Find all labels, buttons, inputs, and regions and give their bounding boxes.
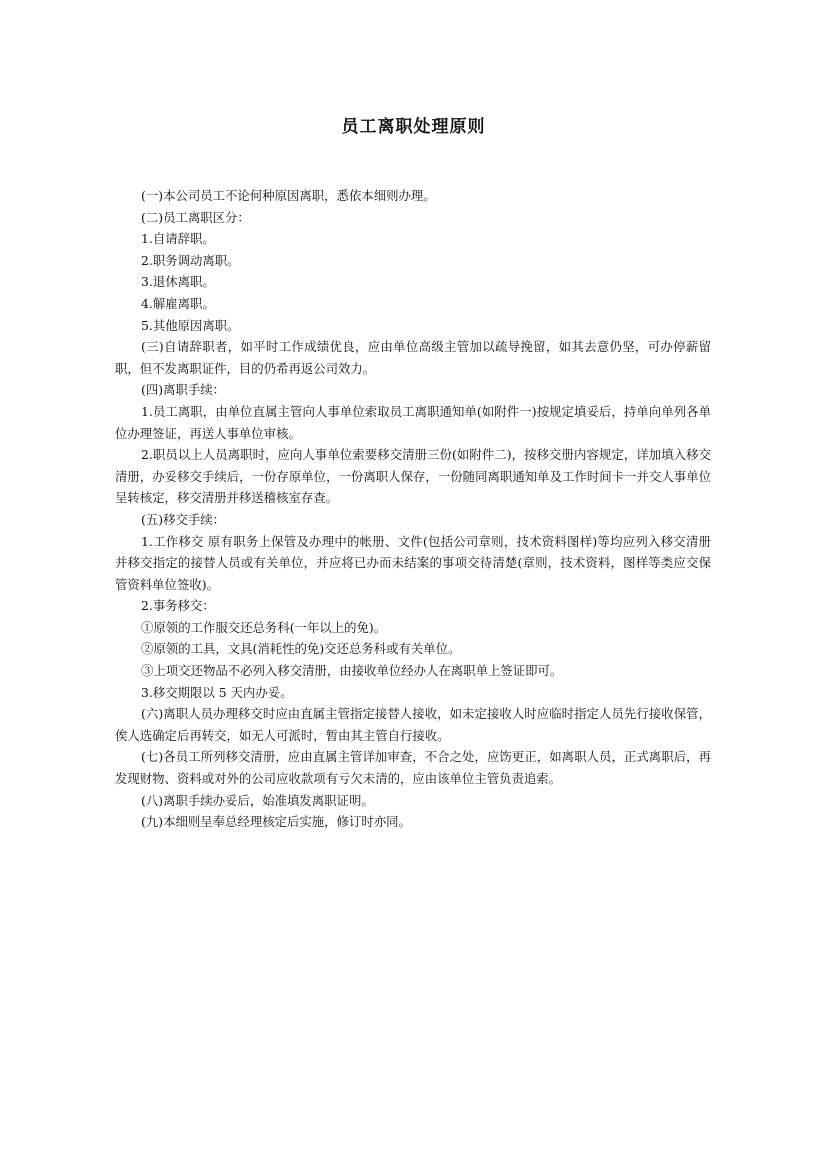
- paragraph-2-categories: (二)员工离职区分：: [141, 209, 250, 225]
- list-item-other: 5.其他原因离职。: [141, 317, 240, 333]
- paragraph-1-scope: (一)本公司员工不论何种原因离职，悉依本细则办理。: [141, 188, 436, 203]
- list-item-retirement: 3.退休离职。: [141, 274, 215, 290]
- handover-item-1: 1.工作移交 原有职务上保管及办理中的帐册、文件(包括公司章则，技术资料图样)等均应列入移交清册并移交指定的接替人员或有关单位，并应将已办而未结案的事项交待清楚(章则，技术资料，图样等类应交保管资料单位签收)。: [115, 533, 711, 592]
- document-title: 员工离职处理原则: [341, 117, 486, 137]
- paragraph-4-procedure: (四)离职手续：: [141, 382, 226, 398]
- paragraph-6-receiver: (六)离职人员办理移交时应由直属主管指定接替人接收，如未定接收人时应临时指定人员先行接收保管，俟人选确定后再转交，如无人可派时，暂由其主管自行接收。: [115, 706, 711, 743]
- handover-subitem-1: ①原领的工作服交还总务科(一年以上的免)。: [141, 619, 387, 635]
- handover-subitem-2: ②原领的工具，文具(消耗性的免)交还总务科或有关单位。: [141, 641, 461, 657]
- handover-subitem-3: ③上项交还物品不必列入移交清册，由接收单位经办人在离职单上签证即可。: [141, 663, 563, 679]
- list-item-transfer: 2.职务调动离职。: [141, 252, 240, 268]
- list-item-dismissal: 4.解雇离职。: [141, 295, 215, 311]
- procedure-item-2: 2.职员以上人员离职时，应向人事单位索要移交清册三份(如附件二)，按移交册内容规定，详加填入移交清册，办妥移交手续后，一份存原单位，一份离职人保存，一份随同离职通知单及工作时间卡一并交人事单位呈转核定，移交清册并移送稽核室存查。: [115, 447, 711, 506]
- paragraph-5-handover: (五)移交手续：: [141, 511, 226, 527]
- handover-item-3: 3.移交期限以 5 天内办妥。: [141, 684, 293, 700]
- document-body: [115, 185, 711, 833]
- list-item-resignation: 1.自请辞职。: [141, 231, 215, 247]
- procedure-item-1: 1.员工离职，由单位直属主管向人事单位索取员工离职通知单(如附件一)按规定填妥后，持单向单列各单位办理签证，再送人事单位审核。: [115, 403, 711, 441]
- paragraph-9-effective: (九)本细则呈奉总经理核定后实施，修订时亦同。: [141, 814, 411, 830]
- paragraph-8-certificate: (八)离职手续办妥后，始准填发离职证明。: [141, 792, 374, 808]
- paragraph-3-voluntary: (三)自请辞职者，如平时工作成绩优良，应由单位高级主管加以疏导挽留，如其去意仍坚，可办停薪留职，但不发离职证件，目的仍希再返公司效力。: [115, 339, 711, 376]
- paragraph-7-review: (七)各员工所列移交清册，应由直属主管详加审查，不合之处，应饬更正，如离职人员，正式离职后，再发现财物、资料或对外的公司应收款项有亏欠未清的，应由该单位主管负责追索。: [115, 749, 711, 787]
- handover-item-2: 2.事务移交：: [141, 598, 215, 614]
